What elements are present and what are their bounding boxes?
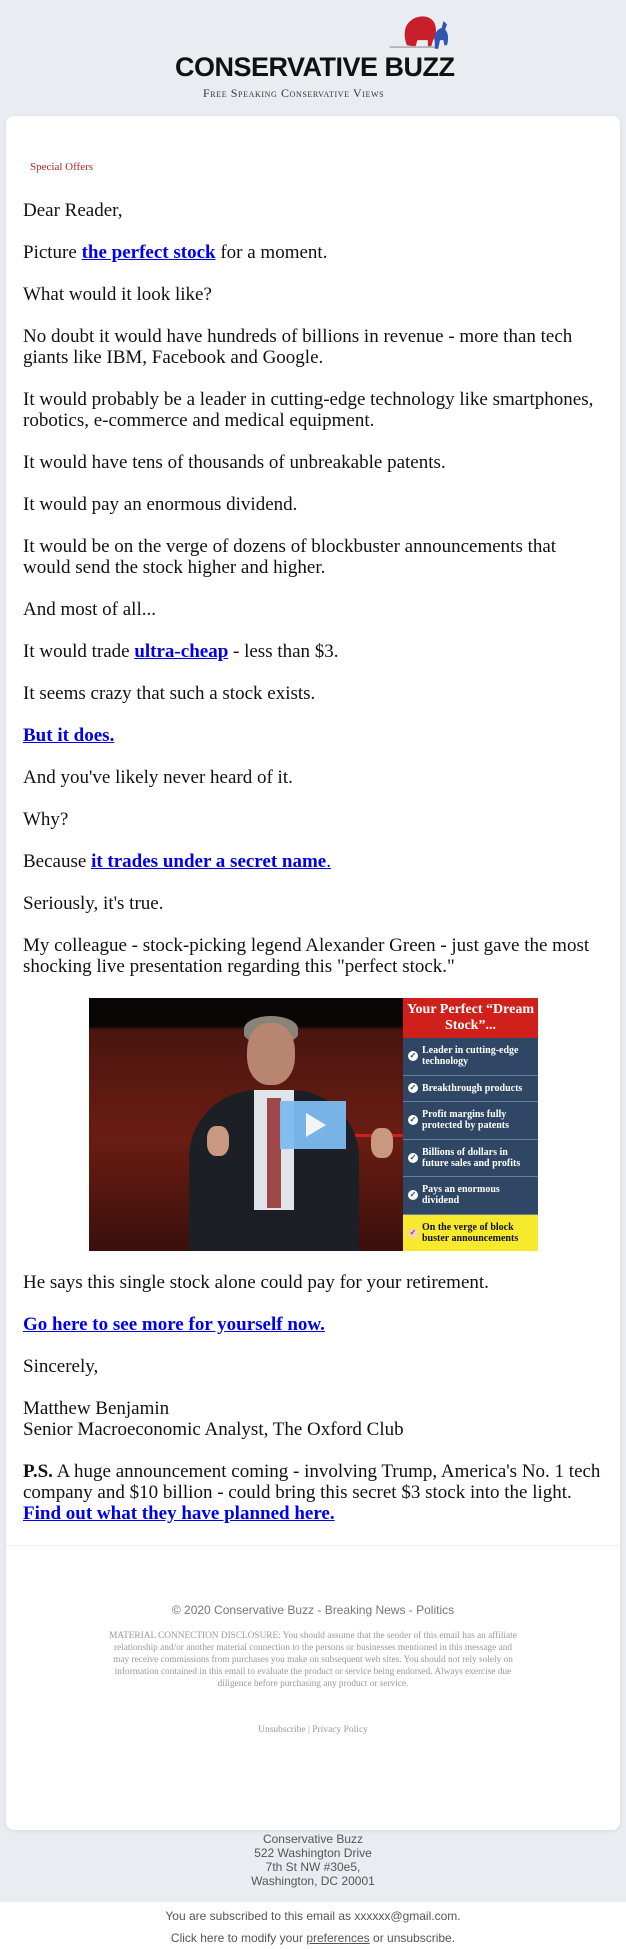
paragraph: And most of all... xyxy=(23,599,156,620)
paragraph: No doubt it would have hundreds of billions in revenue - more than tech giants like IBM, Facebook and Google. xyxy=(23,326,573,368)
text: Click here to modify your xyxy=(170,1931,307,1945)
presenter-image xyxy=(89,998,403,1251)
paragraph: It would pay an enormous dividend. xyxy=(23,494,298,515)
separator: | xyxy=(305,1725,313,1735)
dream-stock-panel xyxy=(403,998,538,1251)
ps-label: P.S. xyxy=(23,1461,53,1482)
header xyxy=(0,0,626,116)
panel-item: ✓ Billions of dollars in future sales and profits xyxy=(403,1140,538,1178)
panel-title: Your Perfect “Dream Stock”... xyxy=(403,998,538,1038)
paragraph xyxy=(23,851,603,872)
video-thumbnail[interactable] xyxy=(89,998,538,1251)
signature-title: Senior Macroeconomic Analyst, The Oxford Club xyxy=(23,1419,404,1440)
signature xyxy=(23,1398,603,1440)
paragraph: It would probably be a leader in cutting-edge technology like smartphones, robotics, e-commerce and medical equipment. xyxy=(23,389,594,431)
text: Because xyxy=(23,851,92,872)
check-icon: ✓ xyxy=(409,1051,417,1061)
privacy-policy-link[interactable]: Privacy Policy xyxy=(312,1725,368,1735)
text: or unsubscribe. xyxy=(369,1931,456,1945)
text: for a moment. xyxy=(215,242,328,263)
panel-item: ✓ Profit margins fully protected by patents xyxy=(403,1102,538,1140)
address-line: 522 Washington Drive xyxy=(254,1846,372,1860)
panel-item: ✓ Pays an enormous dividend xyxy=(403,1177,538,1215)
site-logo[interactable] xyxy=(175,14,455,106)
text: It would trade xyxy=(23,641,135,662)
logo-subtitle: Free Speaking Conservative Views xyxy=(203,86,385,100)
paragraph xyxy=(23,242,603,263)
panel-item: ✓ Breakthrough products xyxy=(403,1076,538,1103)
ps-text: A huge announcement coming - involving Trump, America's No. 1 tech company and $10 billion - could bring this secret $3 stock into the light. xyxy=(23,1461,601,1503)
greeting: Dear Reader, xyxy=(23,200,123,221)
find-out-link[interactable]: Find out what they have planned here. xyxy=(23,1503,335,1524)
unsubscribe-link[interactable]: Unsubscribe xyxy=(258,1725,306,1735)
divider xyxy=(6,1545,620,1546)
ultra-cheap-link[interactable]: ultra-cheap xyxy=(134,641,229,662)
email-card xyxy=(6,116,620,1830)
copyright: © 2020 Conservative Buzz - Breaking News - Politics xyxy=(171,1603,455,1617)
see-more-link[interactable]: Go here to see more for yourself now. xyxy=(23,1314,325,1335)
elephant-donkey-icon xyxy=(385,14,455,54)
secret-name-link-period[interactable]: . xyxy=(326,851,331,872)
special-offers-label: Special Offers xyxy=(30,161,94,173)
paragraph: Seriously, it's true. xyxy=(23,893,164,914)
email-body xyxy=(23,200,603,1524)
but-it-does-link[interactable]: But it does. xyxy=(23,725,115,746)
address-line: Washington, DC 20001 xyxy=(251,1874,375,1888)
paragraph xyxy=(23,641,603,662)
check-icon: ✓ xyxy=(409,1152,417,1162)
text: - less than $3. xyxy=(228,641,339,662)
paragraph: He says this single stock alone could pay for your retirement. xyxy=(23,1272,489,1293)
address-line: 7th St NW #30e5, xyxy=(265,1860,361,1874)
sign-off: Sincerely, xyxy=(23,1356,99,1377)
paragraph: It would have tens of thousands of unbreakable patents. xyxy=(23,452,446,473)
address-line: Conservative Buzz xyxy=(262,1832,364,1846)
disclosure: MATERIAL CONNECTION DISCLOSURE: You should assume that the sender of this email has an affiliate relationship and/or another material connection to the persons or businesses mentioned in this message and may receive commissions from purchases you make on subsequent web sites. You should not rely solely on information contained in this email to evaluate the product or service being endorsed. Always exercise due diligence before purchasing any product or service. xyxy=(109,1631,517,1689)
subscribed-text: You are subscribed to this email as xxxxxx@gmail.com. xyxy=(165,1909,461,1923)
modify-text xyxy=(0,1927,626,1949)
paragraph: Why? xyxy=(23,809,69,830)
signature-name: Matthew Benjamin xyxy=(23,1398,170,1419)
check-icon: ✓ xyxy=(409,1115,417,1125)
secret-name-link[interactable]: it trades under a secret name xyxy=(91,851,327,872)
preferences-link[interactable]: preferences xyxy=(306,1931,370,1945)
paragraph: What would it look like? xyxy=(23,284,212,305)
postscript xyxy=(23,1461,603,1524)
paragraph: My colleague - stock-picking legend Alexander Green - just gave the most shocking live presentation regarding this "perfect stock." xyxy=(23,935,590,977)
mailing-address xyxy=(0,1832,626,1888)
play-button-icon[interactable] xyxy=(280,1101,346,1149)
paragraph: And you've likely never heard of it. xyxy=(23,767,293,788)
check-icon: ✓ xyxy=(409,1083,417,1093)
logo-title: CONSERVATIVE BUZZ xyxy=(175,52,455,82)
perfect-stock-link[interactable]: the perfect stock xyxy=(81,242,216,263)
panel-item: ✓ Leader in cutting-edge technology xyxy=(403,1038,538,1076)
footer-links xyxy=(23,1724,603,1736)
paragraph: It would be on the verge of dozens of blockbuster announcements that would send the stock higher and higher. xyxy=(23,536,557,578)
paragraph xyxy=(23,1314,603,1335)
subscription-info xyxy=(0,1902,626,1949)
text: Picture xyxy=(23,242,82,263)
panel-item-highlight: ✓ On the verge of block buster announcements xyxy=(403,1215,538,1252)
check-icon: ✓ xyxy=(409,1190,417,1200)
check-icon: ✓ xyxy=(409,1227,417,1237)
paragraph xyxy=(23,725,603,746)
paragraph: It seems crazy that such a stock exists. xyxy=(23,683,316,704)
